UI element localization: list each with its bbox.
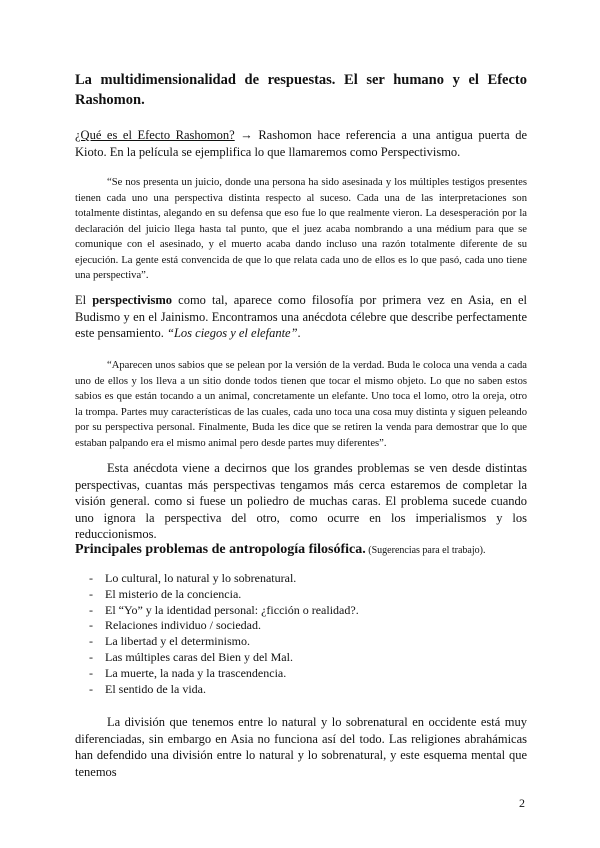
list-item-text: El misterio de la conciencia.: [105, 586, 242, 601]
dash-bullet: -: [89, 681, 93, 696]
anecdote-title: “Los ciegos y el elefante”: [167, 326, 298, 340]
list-item-text: Lo cultural, lo natural y lo sobrenatural.: [105, 571, 297, 585]
dash-bullet: -: [89, 618, 93, 633]
list-item-text: Relaciones individuo / sociedad.: [105, 618, 261, 633]
elephant-quote: “Aparecen unos sabios que se pelean por la versión de la verdad. Buda le coloca una venda a cada uno de ellos y los lleva a un sitio donde todos tienen que tocar el mismo objeto. Lo que no saben estos sabios es que están tocando a un animal, concretamente un elefante. Uno toca el lomo, otro la oreja, otro la trompa. Partes muy características de las cuales, cada uno toca una cosa muy distinta y siguen peleando por su perspectiva personal. Finalmente, Buda les dice que se retiren la venda para demostrar que lo que estaban palpando era el mismo animal pero desde partes muy diferentes”.: [75, 360, 527, 449]
perspectivismo-text: como tal, aparece como filosofía por primera vez en Asia, en el Budismo y en el Jainismo. Encontramos una anécdota célebre que describe perfectamente este pensamiento.: [75, 293, 527, 340]
list-item-text: El “Yo” y la identidad personal: ¿ficción o realidad?.: [105, 602, 359, 617]
section-note-close: ).: [479, 545, 486, 556]
problems-list: [75, 571, 527, 697]
section-note-open: (: [365, 545, 372, 556]
list-item: [75, 634, 527, 650]
list-item: [75, 603, 527, 619]
intro-text: Rashomon hace referencia a una antigua puerta de Kioto. En la película se ejemplifica lo que llamaremos como Perspectivismo.: [75, 128, 527, 159]
list-item: [75, 571, 527, 587]
dash-bullet: -: [89, 571, 93, 585]
dash-bullet: -: [89, 649, 93, 664]
perspectivismo-term: perspectivismo: [92, 293, 173, 307]
dash-bullet: -: [89, 586, 93, 601]
list-item: [75, 682, 527, 698]
arrow-icon: →: [240, 128, 253, 142]
perspectivismo-paragraph: [75, 292, 527, 342]
page-title: La multidimensionalidad de respuestas. El ser humano y el Efecto Rashomon.: [75, 72, 527, 108]
intro-paragraph: [75, 127, 527, 160]
rashomon-quote: “Se nos presenta un juicio, donde una persona ha sido asesinada y los múltiples testigos presentes tienen cada uno una perspectiva distinta respecto al suceso. Cada una de las interpretaciones son totalmente distintas, alegando en su defensa que eso fue lo que realmente vieron. La desesperación por la declaración del juicio llega hasta tal punto, que el juez acaba nombrando a una médium para que se comunique con el asesinado, y el muerto acaba dando incluso una razón totalmente diferente de su ejecución. La gente está convencida de que lo que relata cada uno de ellos es lo que pasó, cada uno tiene una perspectiva”.: [75, 177, 527, 281]
perspectivismo-lead: El: [75, 293, 93, 307]
final-paragraph: La división que tenemos entre lo natural y lo sobrenatural en occidente está muy diferenciadas, sin embargo en Asia no funciona así del todo. Las religiones abrahámicas han defendido una división entre lo natural y lo sobrenatural, y este esquema mental que tenemos: [75, 715, 527, 779]
list-item: [75, 618, 527, 634]
section-title-text: Principales problemas de antropología filosófica.: [75, 542, 366, 557]
list-item-text: La libertad y el determinismo.: [105, 634, 250, 649]
page-number: 2: [519, 796, 525, 810]
dash-bullet: -: [89, 665, 93, 680]
list-item: [75, 650, 527, 666]
dash-bullet: -: [89, 602, 93, 617]
list-item-text: Las múltiples caras del Bien y del Mal.: [105, 649, 293, 664]
anecdote-paragraph: Esta anécdota viene a decirnos que los grandes problemas se ven desde distintas perspectivas, cuantas más perspectivas tengamos más cerca estaremos de completar la visión general. como si fuese un poliedro de muchas caras. El problema sucede cuando uno ignora la perspectiva del otro, como ocurre en los imperialismos y los reduccionismos.: [75, 461, 527, 541]
intro-question: ¿Qué es el Efecto Rashomon?: [75, 128, 235, 142]
list-item: [75, 666, 527, 682]
list-item-text: El sentido de la vida.: [105, 681, 206, 696]
list-item-text: La muerte, la nada y la trascendencia.: [105, 665, 287, 680]
perspectivismo-end: .: [297, 326, 301, 340]
list-item: [75, 587, 527, 603]
dash-bullet: -: [89, 634, 93, 649]
section-title: [75, 541, 527, 560]
section-note: Sugerencias para el trabajo: [371, 545, 480, 556]
